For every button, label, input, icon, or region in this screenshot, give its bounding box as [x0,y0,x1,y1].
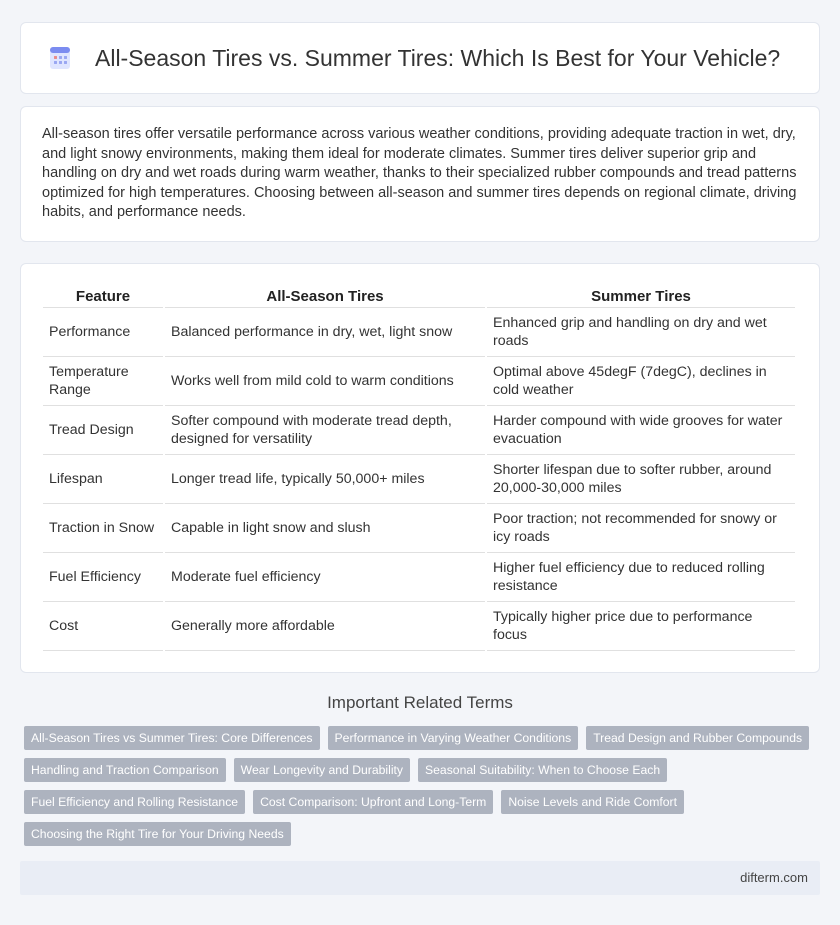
table-row [43,308,795,357]
table-cell-summer: Shorter lifespan due to softer rubber, around 20,000-30,000 miles [487,455,795,504]
comparison-table [41,284,797,651]
table-row [43,406,795,455]
column-header-summer: Summer Tires [487,284,795,308]
table-row [43,357,795,406]
document-list-icon [47,45,73,71]
table-cell-all-season: Moderate fuel efficiency [165,553,485,602]
intro-card [20,106,820,242]
column-header-all-season: All-Season Tires [165,284,485,308]
table-row [43,504,795,553]
related-term-tag[interactable]: Cost Comparison: Upfront and Long-Term [253,790,493,814]
related-term-tag[interactable]: Wear Longevity and Durability [234,758,410,782]
related-term-tag[interactable]: All-Season Tires vs Summer Tires: Core Differences [24,726,320,750]
table-header-row [43,284,795,308]
related-term-tag[interactable]: Performance in Varying Weather Conditions [328,726,579,750]
table-cell-all-season: Longer tread life, typically 50,000+ miles [165,455,485,504]
table-cell-summer: Poor traction; not recommended for snowy or icy roads [487,504,795,553]
footer [20,861,820,895]
related-terms-tags [24,726,814,846]
table-cell-feature: Lifespan [43,455,163,504]
comparison-table-card [20,263,820,673]
page-title: All-Season Tires vs. Summer Tires: Which Is Best for Your Vehicle? [95,44,781,71]
related-term-tag[interactable]: Handling and Traction Comparison [24,758,226,782]
table-cell-all-season: Balanced performance in dry, wet, light snow [165,308,485,357]
table-cell-all-season: Softer compound with moderate tread depth, designed for versatility [165,406,485,455]
table-cell-feature: Temperature Range [43,357,163,406]
related-term-tag[interactable]: Fuel Efficiency and Rolling Resistance [24,790,245,814]
table-cell-summer: Optimal above 45degF (7degC), declines in cold weather [487,357,795,406]
table-cell-all-season: Generally more affordable [165,602,485,651]
table-cell-feature: Fuel Efficiency [43,553,163,602]
related-term-tag[interactable]: Seasonal Suitability: When to Choose Each [418,758,667,782]
table-cell-summer: Enhanced grip and handling on dry and wet roads [487,308,795,357]
table-cell-summer: Harder compound with wide grooves for water evacuation [487,406,795,455]
table-cell-feature: Traction in Snow [43,504,163,553]
table-row [43,455,795,504]
related-term-tag[interactable]: Choosing the Right Tire for Your Driving Needs [24,822,291,846]
table-cell-summer: Higher fuel efficiency due to reduced rolling resistance [487,553,795,602]
related-terms-title: Important Related Terms [327,693,513,712]
table-cell-feature: Cost [43,602,163,651]
related-term-tag[interactable]: Tread Design and Rubber Compounds [586,726,809,750]
related-term-tag[interactable]: Noise Levels and Ride Comfort [501,790,684,814]
footer-site-link[interactable]: difterm.com [740,870,808,885]
table-row [43,602,795,651]
column-header-feature: Feature [43,284,163,308]
table-cell-summer: Typically higher price due to performance focus [487,602,795,651]
table-cell-all-season: Capable in light snow and slush [165,504,485,553]
table-cell-feature: Tread Design [43,406,163,455]
table-cell-all-season: Works well from mild cold to warm conditions [165,357,485,406]
intro-text: All-season tires offer versatile performance across various weather conditions, providing adequate traction in wet, dry, and light snowy environments, making them ideal for moderate climates. Summer tires deliver superior grip and handling on dry and wet roads during warm weather, thanks to their specialized rubber compounds and tread patterns optimized for high temperatures. Choosing between all-season and summer tires depends on regional climate, driving habits, and performance needs. [42,126,797,221]
header-card [20,22,820,94]
table-row [43,553,795,602]
table-cell-feature: Performance [43,308,163,357]
